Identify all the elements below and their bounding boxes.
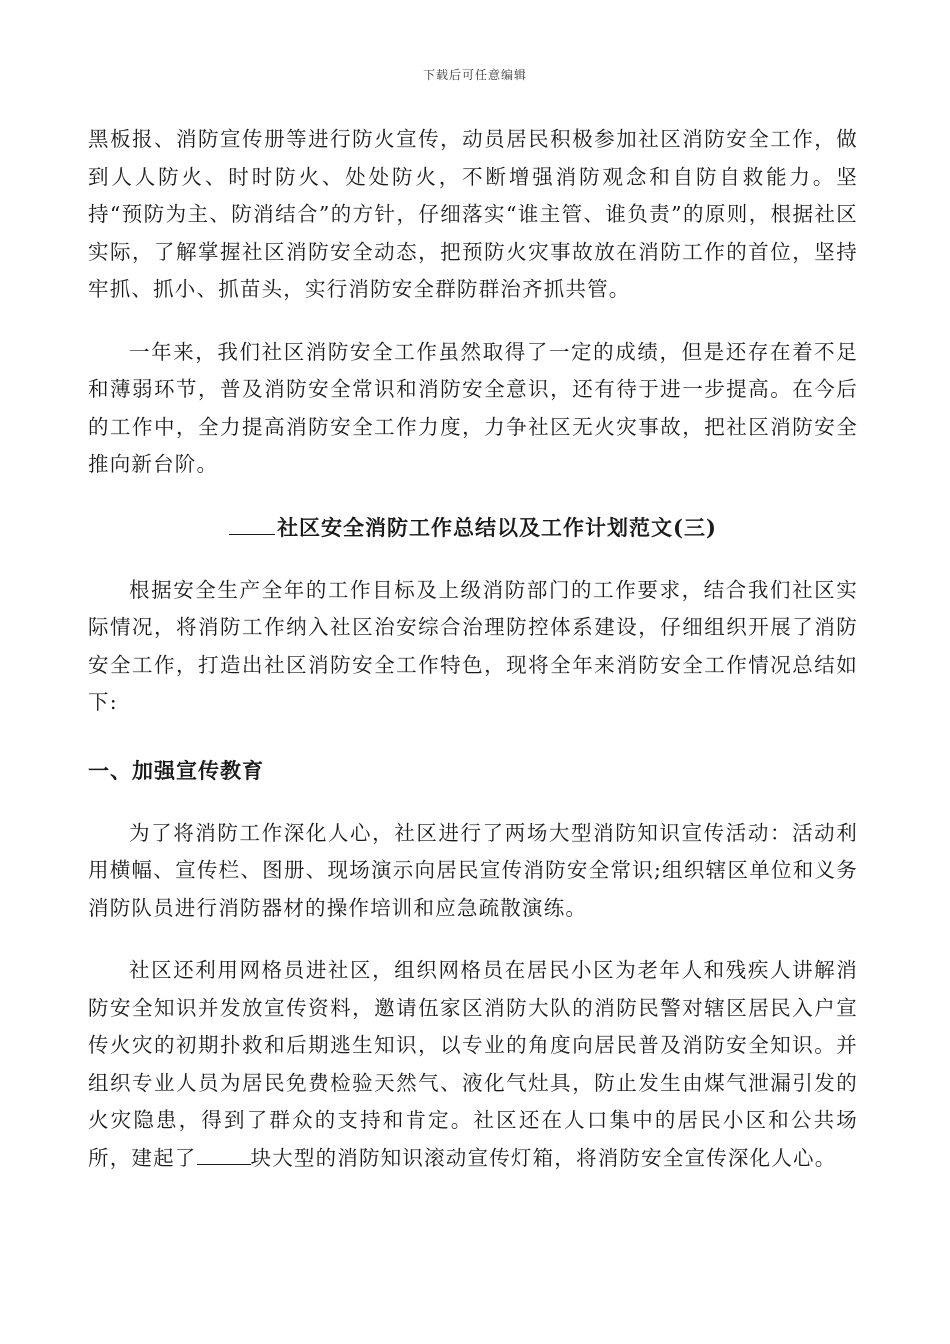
heading-strengthen-publicity: 一、加强宣传教育 <box>88 757 264 783</box>
paragraph-grid-workers-part2: 块大型的消防知识滚动宣传灯箱，将消防安全宣传深化人心。 <box>250 1145 837 1170</box>
page-header-note: 下载后可任意编辑 <box>422 68 527 82</box>
title-blank-underline <box>229 512 275 535</box>
paragraph-grid-workers <box>88 952 858 1177</box>
document-body <box>88 121 858 1177</box>
paragraph-fire-publicity-continued: 黑板报、消防宣传册等进行防火宣传，动员居民积极参加社区消防安全工作，做到人人防火、时时防火、处处防火，不断增强消防观念和自防自救能力。坚持“预防为主、防消结合”的方针，仔细落实“谁主管、谁负责”的原则，根据社区实际，了解掌握社区消防安全动态，把预防火灾事故放在消防工作的首位，坚持牢抓、抓小、抓苗头，实行消防安全群防群治齐抓共管。 <box>88 127 858 301</box>
section-title-text: 社区安全消防工作总结以及工作计划范文(三) <box>277 514 717 540</box>
count-blank-underline <box>197 1142 251 1165</box>
paragraph-year-summary: 一年来，我们社区消防安全工作虽然取得了一定的成绩，但是还存在着不足和薄弱环节，普及消防安全常识和消防安全意识，还有待于进一步提高。在今后的工作中，全力提高消防安全工作力度，力争社区无火灾事故，把社区消防安全推向新台阶。 <box>88 339 858 476</box>
paragraph-intro: 根据安全生产全年的工作目标及上级消防部门的工作要求，结合我们社区实际情况，将消防工作纳入社区治安综合治理防控体系建设，仔细组织开展了消防安全工作，打造出社区消防安全工作特色，现将全年来消防安全工作情况总结如下: <box>88 577 858 714</box>
section-title <box>88 509 858 547</box>
paragraph-grid-workers-part1: 社区还利用网格员进社区，组织网格员在居民小区为老年人和残疾人讲解消防安全知识并发放宣传资料，邀请伍家区消防大队的消防民警对辖区居民入户宣传火灾的初期扑救和后期逃生知识，以专业的角度向居民普及消防安全知识。并组织专业人员为居民免费检验天然气、液化气灶具，防止发生由煤气泄漏引发的火灾隐患，得到了群众的支持和肯定。社区还在人口集中的居民小区和公共场所，建起了 <box>88 958 858 1170</box>
paragraph-publicity-activities: 为了将消防工作深化人心，社区进行了两场大型消防知识宣传活动：活动利用横幅、宣传栏、图册、现场演示向居民宣传消防安全常识;组织辖区单位和义务消防队员进行消防器材的操作培训和应急疏散演练。 <box>88 820 858 920</box>
